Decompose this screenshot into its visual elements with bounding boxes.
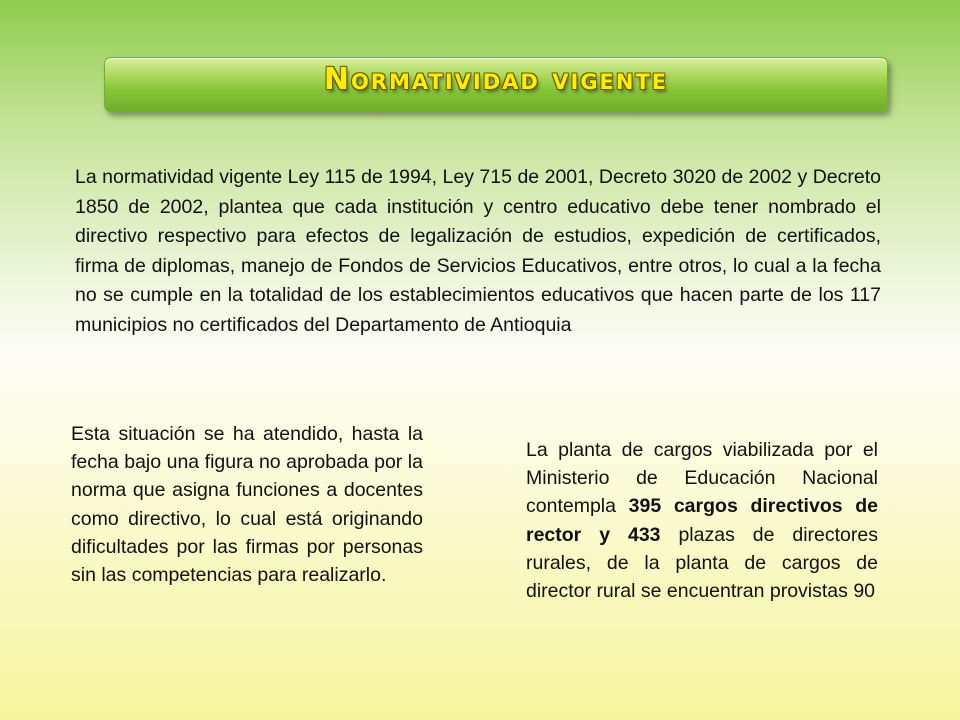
right-paragraph-rest: plazas de directores rurales, de la planta de cargos de director rural se encuentran provistas 90 [526, 523, 878, 603]
left-paragraph: Esta situación se ha atendido, hasta la fecha bajo una figura no aprobada por la norma que asigna funciones a docentes como directivo, lo cual está originando dificultades por las firmas por personas sin las competencias para realizarlo. [71, 423, 423, 587]
main-paragraph: La normatividad vigente Ley 115 de 1994, Ley 715 de 2001, Decreto 3020 de 2002 y Decreto 1850 de 2002, plantea que cada institución y centro educativo debe tener nombrado el directivo respectivo para efectos de legalización de estudios, expedición de certificados, firma de diplomas, manejo de Fondos de Servicios Educativos, entre otros, lo cual a la fecha no se cumple en la totalidad de los establecimientos educativos que hacen parte de los 117 municipios no certificados del Departamento de Antioquia [75, 166, 881, 336]
title-banner [104, 57, 888, 112]
right-paragraph [526, 436, 878, 605]
slide-title: Normatividad vigente [323, 62, 669, 97]
right-paragraph-intro: La planta de cargos viabilizada por el Ministerio de Educación Nacional contempla [526, 439, 878, 518]
right-paragraph-highlight: 395 cargos directivos de rector y 433 [526, 495, 878, 546]
